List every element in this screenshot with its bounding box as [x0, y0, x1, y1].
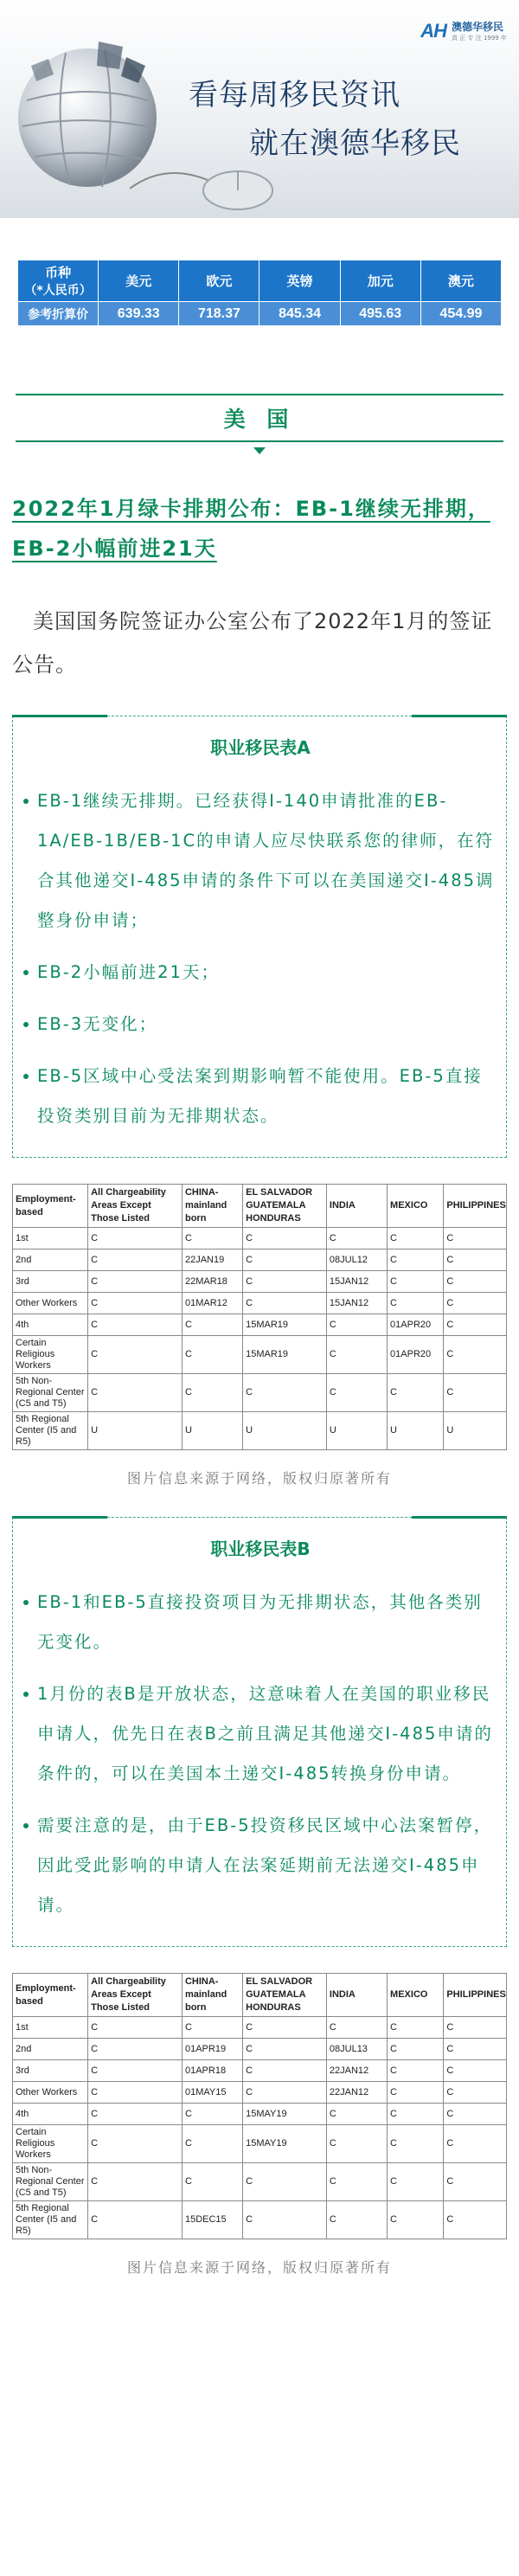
slogan-line-2: 就在澳德华移民 — [249, 126, 461, 161]
table-cell: 08JUL12 — [326, 1249, 387, 1271]
exchange-rate-table — [17, 260, 502, 326]
logo-name: 澳德华移民 — [452, 21, 504, 33]
table-header-cell: EL SALVADOR GUATEMALA HONDURAS — [243, 1974, 327, 2017]
table-cell: C — [326, 1374, 387, 1412]
table-cell: C — [88, 2039, 183, 2060]
table-cell: C — [388, 1228, 444, 1249]
rate-header-label-line2: （*人民币） — [24, 284, 92, 298]
section-b-list — [23, 1583, 497, 1925]
table-cell: C — [88, 1374, 183, 1412]
table-row — [13, 2201, 507, 2239]
table-header-cell: CHINA-mainland born — [182, 1974, 242, 2017]
table-cell: C — [88, 1293, 183, 1314]
header-banner — [0, 0, 519, 218]
table-cell: 2nd — [13, 2039, 88, 2060]
table-cell: C — [88, 1249, 183, 1271]
visa-bulletin-table-b — [12, 1973, 507, 2239]
table-cell: C — [388, 1249, 444, 1271]
table-cell: 3rd — [13, 1271, 88, 1293]
table-cell: C — [182, 1336, 242, 1374]
table-cell: C — [388, 2039, 444, 2060]
table-cell: C — [243, 1249, 327, 1271]
table-cell: C — [444, 2104, 507, 2125]
company-logo — [420, 19, 507, 42]
table-cell: C — [243, 2017, 327, 2039]
country-name: 美 国 — [223, 407, 296, 432]
table-cell: C — [243, 1228, 327, 1249]
table-cell: Other Workers — [13, 1293, 88, 1314]
section-a-title: 职业移民表A — [210, 737, 311, 758]
table-cell: 01APR18 — [182, 2060, 242, 2082]
table-cell: C — [444, 1314, 507, 1336]
rate-eur: 718.37 — [179, 302, 260, 326]
rate-row-label: 参考折算价 — [18, 302, 99, 326]
table-cell: C — [243, 1271, 327, 1293]
table-header-cell: Employment-based — [13, 1185, 88, 1228]
table-header-cell: EL SALVADOR GUATEMALA HONDURAS — [243, 1185, 327, 1228]
section-a-list — [23, 781, 497, 1136]
table-cell: C — [444, 2201, 507, 2239]
logo-mark: AH — [420, 19, 447, 42]
table-cell: U — [444, 1412, 507, 1450]
table-cell: C — [243, 2082, 327, 2104]
table-cell: C — [444, 2060, 507, 2082]
table-cell: C — [88, 2060, 183, 2082]
table-cell: 2nd — [13, 1249, 88, 1271]
table-row — [13, 2163, 507, 2201]
table-cell: C — [326, 2104, 387, 2125]
table-cell: C — [243, 1293, 327, 1314]
table-header-cell: CHINA-mainland born — [182, 1185, 242, 1228]
triangle-down-icon — [253, 447, 266, 454]
table-cell: 01APR19 — [182, 2039, 242, 2060]
table-cell: C — [88, 2104, 183, 2125]
rate-header-row — [18, 260, 502, 302]
table-cell: 22JAN19 — [182, 1249, 242, 1271]
table-cell: C — [182, 2017, 242, 2039]
table-cell: U — [182, 1412, 242, 1450]
table-cell: C — [388, 2201, 444, 2239]
table-cell: 5th Regional Center (I5 and R5) — [13, 2201, 88, 2239]
table-cell: C — [182, 2125, 242, 2163]
table-header-cell: INDIA — [326, 1185, 387, 1228]
table-cell: C — [182, 2163, 242, 2201]
table-cell: C — [88, 2163, 183, 2201]
table-cell: C — [182, 1228, 242, 1249]
table-cell: C — [326, 2125, 387, 2163]
table-cell: U — [243, 1412, 327, 1450]
slogan-line-1: 看每周移民资讯 — [189, 78, 400, 112]
table-header-cell: Employment-based — [13, 1974, 88, 2017]
section-a-box — [12, 716, 507, 1158]
table-cell: 15MAY19 — [243, 2125, 327, 2163]
table-cell: Other Workers — [13, 2082, 88, 2104]
table-cell: C — [388, 2125, 444, 2163]
table-cell: 22MAR18 — [182, 1271, 242, 1293]
table-cell: C — [326, 2201, 387, 2239]
visa-bulletin-table-a — [12, 1184, 507, 1450]
table-cell: U — [88, 1412, 183, 1450]
table-cell: C — [388, 1293, 444, 1314]
table-cell: C — [88, 1228, 183, 1249]
rate-value-row — [18, 302, 502, 326]
table-header-cell: All Chargeability Areas Except Those Listed — [88, 1185, 183, 1228]
table-cell: C — [444, 1249, 507, 1271]
rate-header-label-line1: 币种 — [45, 265, 72, 280]
rate-usd: 639.33 — [99, 302, 179, 326]
table-cell: C — [182, 1374, 242, 1412]
table-cell: C — [388, 2082, 444, 2104]
table-cell: C — [444, 2163, 507, 2201]
table-cell: C — [182, 2104, 242, 2125]
table-row — [13, 2104, 507, 2125]
table-cell: U — [388, 1412, 444, 1450]
table-cell: C — [243, 2201, 327, 2239]
table-cell: 15MAY19 — [243, 2104, 327, 2125]
article-intro: 美国国务院签证办公室公布了2022年1月的签证公告。 — [12, 609, 493, 677]
table-row — [13, 1271, 507, 1293]
list-item: EB-3无变化； — [23, 1005, 497, 1044]
rate-gbp: 845.34 — [260, 302, 340, 326]
table-cell: C — [88, 2201, 183, 2239]
table-cell: C — [182, 1314, 242, 1336]
table-cell: C — [243, 2163, 327, 2201]
table-cell: 01APR20 — [388, 1314, 444, 1336]
table-cell: 01MAY15 — [182, 2082, 242, 2104]
table-cell: C — [388, 2163, 444, 2201]
table-cell: U — [326, 1412, 387, 1450]
table-cell: 08JUL13 — [326, 2039, 387, 2060]
table-row — [13, 1336, 507, 1374]
country-heading — [16, 394, 503, 442]
table-row — [13, 1228, 507, 1249]
table-cell: C — [388, 2104, 444, 2125]
table-cell: C — [88, 2125, 183, 2163]
rate-header-label — [18, 260, 99, 302]
image-credit-caption: 图片信息来源于网络，版权归原著所有 — [126, 1470, 392, 1487]
currency-usd: 美元 — [99, 260, 179, 302]
list-item: EB-2小幅前进21天； — [23, 953, 497, 992]
list-item: EB-1继续无排期。已经获得I-140申请批准的EB-1A/EB-1B/EB-1C的申请人应尽快联系您的律师，在符合其他递交I-485申请的条件下可以在美国递交I-485调整身份申请； — [23, 781, 497, 941]
table-header-cell: PHILIPPINES — [444, 1185, 507, 1228]
table-cell: 22JAN12 — [326, 2082, 387, 2104]
table-cell: C — [88, 1314, 183, 1336]
table-cell: 15MAR19 — [243, 1314, 327, 1336]
table-cell: C — [326, 2017, 387, 2039]
table-row — [13, 1314, 507, 1336]
rate-aud: 454.99 — [420, 302, 501, 326]
table-header-row — [13, 1185, 507, 1228]
computer-mouse-icon — [130, 154, 277, 215]
table-cell: C — [388, 2060, 444, 2082]
table-row — [13, 1249, 507, 1271]
table-cell: C — [444, 2039, 507, 2060]
table-cell: C — [326, 2163, 387, 2201]
table-cell: 01APR20 — [388, 1336, 444, 1374]
rate-cad: 495.63 — [340, 302, 420, 326]
table-cell: Certain Religious Workers — [13, 1336, 88, 1374]
table-header-row — [13, 1974, 507, 2017]
currency-eur: 欧元 — [179, 260, 260, 302]
currency-cad: 加元 — [340, 260, 420, 302]
table-row — [13, 2060, 507, 2082]
table-cell: 15JAN12 — [326, 1293, 387, 1314]
table-cell: 1st — [13, 1228, 88, 1249]
table-cell: C — [444, 1228, 507, 1249]
table-cell: 01MAR12 — [182, 1293, 242, 1314]
table-cell: 4th — [13, 2104, 88, 2125]
table-cell: C — [444, 1336, 507, 1374]
currency-aud: 澳元 — [420, 260, 501, 302]
table-cell: Certain Religious Workers — [13, 2125, 88, 2163]
table-row — [13, 2082, 507, 2104]
image-credit-caption: 图片信息来源于网络，版权归原著所有 — [126, 2259, 392, 2276]
list-item: EB-5区域中心受法案到期影响暂不能使用。EB-5直接投资类别目前为无排期状态。 — [23, 1057, 497, 1136]
list-item: 1月份的表B是开放状态，这意味着人在美国的职业移民申请人，优先日在表B之前且满足其他递交I-485申请的条件的，可以在美国本土递交I-485转换身份申请。 — [23, 1674, 497, 1794]
table-cell: 5th Non-Regional Center (C5 and T5) — [13, 1374, 88, 1412]
table-cell: 22JAN12 — [326, 2060, 387, 2082]
table-cell: C — [88, 1271, 183, 1293]
table-header-cell: MEXICO — [388, 1974, 444, 2017]
currency-gbp: 英镑 — [260, 260, 340, 302]
table-cell: 1st — [13, 2017, 88, 2039]
table-cell: C — [243, 1374, 327, 1412]
table-cell: C — [388, 2017, 444, 2039]
table-row — [13, 1374, 507, 1412]
table-header-cell: MEXICO — [388, 1185, 444, 1228]
table-cell: C — [326, 1336, 387, 1374]
table-cell: C — [326, 1314, 387, 1336]
table-cell: 15DEC15 — [182, 2201, 242, 2239]
table-cell: 15MAR19 — [243, 1336, 327, 1374]
table-cell: C — [326, 1228, 387, 1249]
table-cell: C — [444, 2082, 507, 2104]
table-cell: C — [243, 2060, 327, 2082]
table-row — [13, 2017, 507, 2039]
article-title: 2022年1月绿卡排期公布：EB-1继续无排期，EB-2小幅前进21天 — [12, 497, 490, 561]
table-cell: C — [88, 2017, 183, 2039]
table-cell: 5th Regional Center (I5 and R5) — [13, 1412, 88, 1450]
table-row — [13, 1293, 507, 1314]
table-cell: C — [88, 2082, 183, 2104]
table-header-cell: All Chargeability Areas Except Those Listed — [88, 1974, 183, 2017]
table-cell: C — [243, 2039, 327, 2060]
table-row — [13, 2125, 507, 2163]
table-header-cell: INDIA — [326, 1974, 387, 2017]
table-cell: C — [388, 1271, 444, 1293]
table-header-cell: PHILIPPINES — [444, 1974, 507, 2017]
table-cell: 3rd — [13, 2060, 88, 2082]
table-cell: C — [388, 1374, 444, 1412]
list-item: 需要注意的是，由于EB-5投资移民区域中心法案暂停，因此受此影响的申请人在法案延期前无法递交I-485申请。 — [23, 1806, 497, 1925]
table-cell: C — [444, 1271, 507, 1293]
table-row — [13, 2039, 507, 2060]
table-cell: C — [444, 2125, 507, 2163]
table-row — [13, 1412, 507, 1450]
table-cell: 5th Non-Regional Center (C5 and T5) — [13, 2163, 88, 2201]
list-item: EB-1和EB-5直接投资项目为无排期状态，其他各类别无变化。 — [23, 1583, 497, 1662]
section-b-title: 职业移民表B — [210, 1539, 311, 1559]
table-cell: C — [444, 1374, 507, 1412]
logo-tagline: 真 正 专 注 1999 年 — [452, 35, 507, 42]
table-cell: 4th — [13, 1314, 88, 1336]
section-b-box — [12, 1517, 507, 1947]
table-cell: C — [444, 1293, 507, 1314]
table-cell: 15JAN12 — [326, 1271, 387, 1293]
table-cell: C — [444, 2017, 507, 2039]
table-cell: C — [88, 1336, 183, 1374]
